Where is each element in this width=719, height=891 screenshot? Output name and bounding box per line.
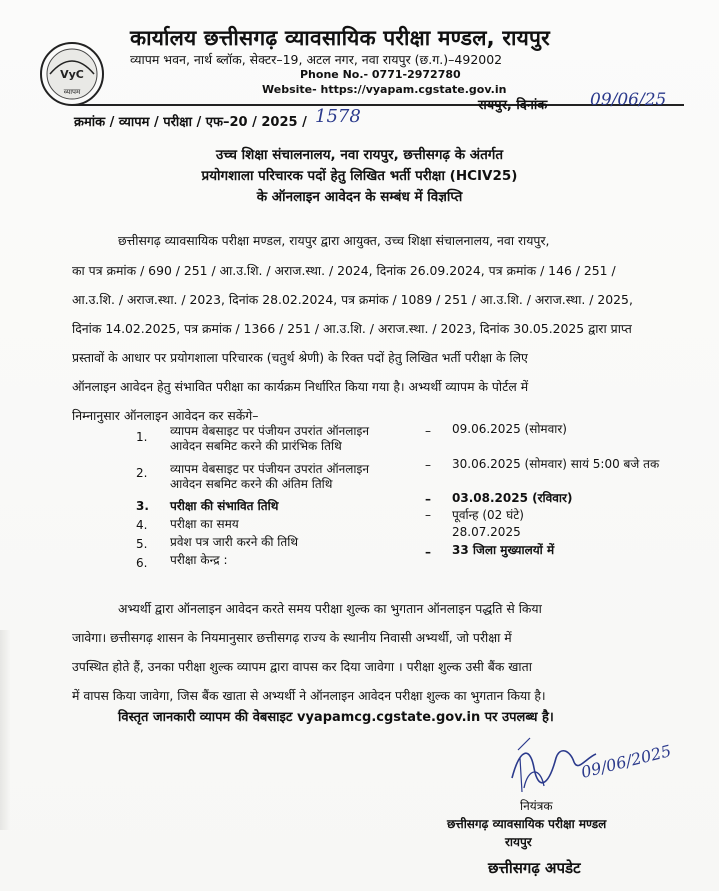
schedule-label: परीक्षा की संभावित तिथि xyxy=(170,499,279,513)
para2-line: जावेगा। छत्तीसगढ़ शासन के नियमानुसार छत्तीसगढ़ राज्य के स्थानीय निवासी अभ्यर्थी, जो परीक्षा में xyxy=(72,630,512,645)
office-address: व्यापम भवन, नार्थ ब्लॉक, सेक्टर–19, अटल नगर, नवा रायपुर (छ.ग.)–492002 xyxy=(130,52,503,67)
schedule-label-cont: आवेदन सबमिट करने की प्रारंभिक तिथि xyxy=(170,439,342,453)
signatory-designation: नियंत्रक xyxy=(520,799,553,813)
office-title: कार्यालय छत्तीसगढ़ व्यावसायिक परीक्षा मण्डल, रायपुर xyxy=(130,26,550,50)
schedule-dash: – xyxy=(425,424,431,438)
schedule-label: परीक्षा का समय xyxy=(170,517,239,531)
schedule-label: व्यापम वेबसाइट पर पंजीयन उपरांत ऑनलाइन xyxy=(170,462,370,476)
schedule-num: 3. xyxy=(136,499,149,513)
para1-line: आ.उ.शि. / अराज.स्था. / 2023, दिनांक 28.02.2024, पत्र क्रमांक / 1089 / 251 / आ.उ.शि. / अराज.स्था. / 2025, xyxy=(72,292,633,307)
logo-letters: VyC xyxy=(60,68,84,81)
signature-date: 09/06/2025 xyxy=(579,741,674,782)
para1-line: निम्नानुसार ऑनलाइन आवेदन कर सकेंगे– xyxy=(72,408,259,423)
subject-line-1: उच्च शिक्षा संचालनालय, नवा रायपुर, छत्तीसगढ़ के अंतर्गत xyxy=(215,147,504,163)
signatory-city: रायपुर xyxy=(505,835,532,849)
schedule-label: प्रवेश पत्र जारी करने की तिथि xyxy=(170,535,299,549)
handwritten-reference-number: 1578 xyxy=(315,106,361,127)
schedule-value: 33 जिला मुख्यालयों में xyxy=(452,543,555,557)
schedule-value: 30.06.2025 (सोमवार) सायं 5:00 बजे तक xyxy=(452,457,660,471)
schedule-value: 28.07.2025 xyxy=(452,525,521,539)
para2-line: अभ्यर्थी द्वारा ऑनलाइन आवेदन करते समय परीक्षा शुल्क का भुगतान ऑनलाइन पद्धति से किया xyxy=(118,601,542,616)
para1-line: छत्तीसगढ़ व्यावसायिक परीक्षा मण्डल, रायपुर द्वारा आयुक्त, उच्च शिक्षा संचालनालय, नवा रायपुर, xyxy=(118,233,550,248)
schedule-dash: – xyxy=(425,508,431,522)
para1-line: का पत्र क्रमांक / 690 / 251 / आ.उ.शि. / अराज.स्था. / 2024, दिनांक 26.09.2024, पत्र क्रमांक / 146 / 251 / xyxy=(72,263,616,278)
schedule-label: व्यापम वेबसाइट पर पंजीयन उपरांत ऑनलाइन xyxy=(170,424,370,438)
schedule-value: 03.08.2025 (रविवार) xyxy=(452,491,573,505)
schedule-dash: – xyxy=(425,492,431,506)
schedule-num: 1. xyxy=(136,430,148,444)
schedule-dash: – xyxy=(425,545,431,559)
para2-line: में वापस किया जावेगा, जिस बैंक खाता से अभ्यर्थी ने ऑनलाइन आवेदन परीक्षा शुल्क का भुगतान किया है। xyxy=(72,688,546,703)
schedule-num: 6. xyxy=(136,556,148,570)
logo-label: व्यापम xyxy=(63,88,81,96)
para2-line: उपस्थित होते हैं, उनका परीक्षा शुल्क व्यापम द्वारा वापस कर दिया जावेगा । परीक्षा शुल्क उसी बैंक खाता xyxy=(72,659,532,674)
page-edge-shadow xyxy=(0,630,10,830)
subject-line-3: के ऑनलाइन आवेदन के सम्बंध में विज्ञप्ति xyxy=(256,189,463,205)
para1-line: प्रस्तावों के आधार पर प्रयोगशाला परिचारक (चतुर्थ श्रेणी) के रिक्त पदों हेतु लिखित भर्ती परीक्षा के लिए xyxy=(72,350,528,365)
vyapam-logo-icon xyxy=(38,40,106,110)
date-label: रायपुर, दिनांक xyxy=(478,98,548,113)
subject-line-2: प्रयोगशाला परिचारक पदों हेतु लिखित भर्ती परीक्षा (HCIV25) xyxy=(201,168,518,184)
watermark-footer: छत्तीसगढ़ अपडेट xyxy=(488,859,581,877)
schedule-value: पूर्वान्ह (02 घंटे) xyxy=(452,508,524,522)
office-phone: Phone No.- 0771-2972780 xyxy=(300,68,461,81)
schedule-num: 5. xyxy=(136,537,148,551)
handwritten-date: 09/06/25 xyxy=(590,90,667,110)
para1-line: दिनांक 14.02.2025, पत्र क्रमांक / 1366 / 251 / आ.उ.शि. / अराज.स्था. / 2023, दिनांक 30.05.2025 द्वारा प्राप्त xyxy=(72,321,632,336)
schedule-value: 09.06.2025 (सोमवार) xyxy=(452,422,567,436)
schedule-num: 4. xyxy=(136,518,148,532)
schedule-label: परीक्षा केन्द्र : xyxy=(170,553,228,567)
para1-line: ऑनलाइन आवेदन हेतु संभावित परीक्षा का कार्यक्रम निर्धारित किया गया है। अभ्यर्थी व्यापम के पोर्टल में xyxy=(72,379,529,394)
schedule-label-cont: आवेदन सबमिट करने की अंतिम तिथि xyxy=(170,477,333,491)
reference-number-prefix: क्रमांक / व्यापम / परीक्षा / एफ–20 / 2025 / xyxy=(74,115,307,130)
schedule-num: 2. xyxy=(136,466,148,480)
signatory-organization: छत्तीसगढ़ व्यावसायिक परीक्षा मण्डल xyxy=(447,817,607,831)
website-info-line: विस्तृत जानकारी व्यापम की वेबसाइट vyapamcg.cgstate.gov.in पर उपलब्ध है। xyxy=(118,710,554,725)
office-website: Website- https://vyapam.cgstate.gov.in xyxy=(262,83,507,96)
schedule-dash: – xyxy=(425,458,431,472)
